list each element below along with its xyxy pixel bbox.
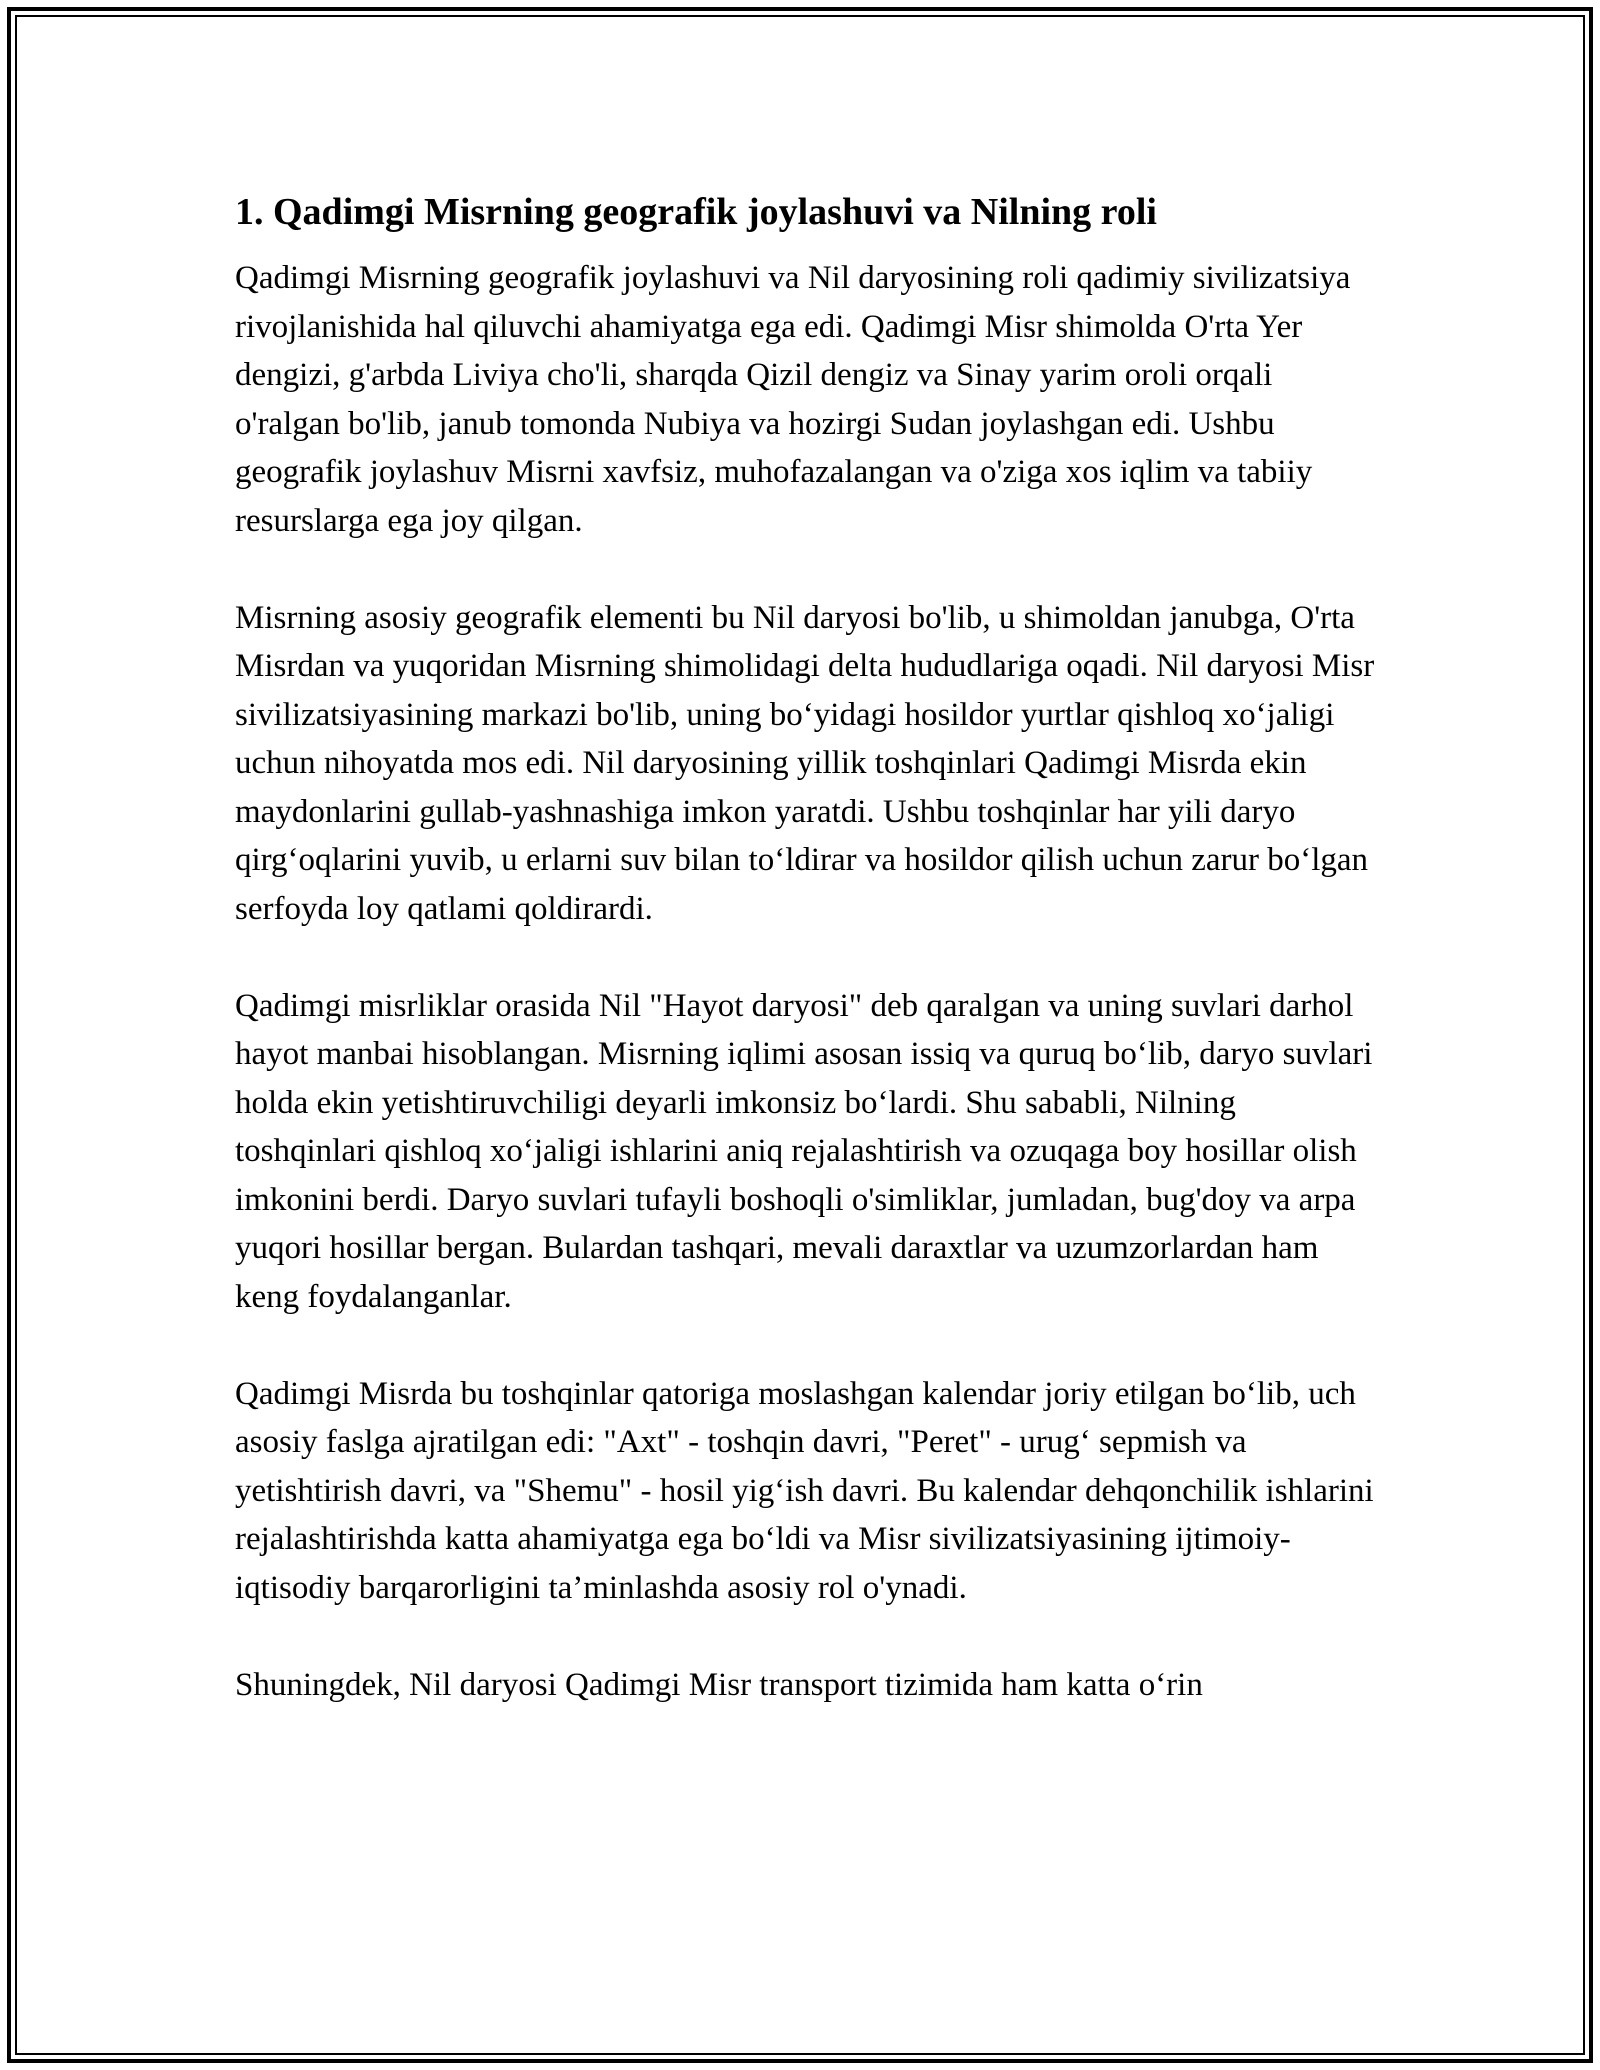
section-heading: 1. Qadimgi Misrning geografik joylashuvi va Nilning roli <box>235 191 1157 233</box>
paragraph-5: Shuningdek, Nil daryosi Qadimgi Misr transport tizimida ham katta o‘rin <box>235 1666 1203 1703</box>
paragraph-3: Qadimgi misrliklar orasida Nil "Hayot daryosi" deb qaralgan va uning suvlari darhol hayot manbai hisoblangan. Misrning iqlimi asosan issiq va quruq bo‘lib, daryo suvlari holda ekin yetishtiruvchiligi deyarli imkonsiz bo‘lardi. Shu sababli, Nilning toshqinlari qishloq xo‘jaligi ishlarini aniq rejalashtirish va ozuqaga boy hosillar olish imkonini berdi. Daryo suvlari tufayli boshoqli o'simliklar, jumladan, bug'doy va arpa yuqori hosillar bergan. Bulardan tashqari, mevali daraxtlar va uzumzorlardan ham keng foydalanganlar. <box>235 987 1373 1315</box>
paragraph-4: Qadimgi Misrda bu toshqinlar qatoriga moslashgan kalendar joriy etilgan bo‘lib, uch asosiy faslga ajratilgan edi: "Axt" - toshqin davri, "Peret" - urug‘ sepmish va yetishtirish davri, va "Shemu" - hosil yig‘ish davri. Bu kalendar dehqonchilik ishlarini rejalashtirishda katta ahamiyatga ega bo‘ldi va Misr sivilizatsiyasining ijtimoiy-iqtisodiy barqarorligini ta’minlashda asosiy rol o'ynadi. <box>235 1375 1374 1606</box>
document-body <box>235 186 1375 1758</box>
paragraph-2: Misrning asosiy geografik elementi bu Nil daryosi bo'lib, u shimoldan janubga, O'rta Misrdan va yuqoridan Misrning shimolidagi delta hududlariga oqadi. Nil daryosi Misr sivilizatsiyasining markazi bo'lib, uning bo‘yidagi hosildor yurtlar qishloq xo‘jaligi uchun nihoyatda mos edi. Nil daryosining yillik toshqinlari Qadimgi Misrda ekin maydonlarini gullab-yashnashiga imkon yaratdi. Ushbu toshqinlar har yili daryo qirg‘oqlarini yuvib, u erlarni suv bilan to‘ldirar va hosildor qilish uchun zarur bo‘lgan serfoyda loy qatlami qoldirardi. <box>235 599 1375 927</box>
paragraph-1: Qadimgi Misrning geografik joylashuvi va Nil daryosining roli qadimiy sivilizatsiya rivojlanishida hal qiluvchi ahamiyatga ega edi. Qadimgi Misr shimolda O'rta Yer dengizi, g'arbda Liviya cho'li, sharqda Qizil dengiz va Sinay yarim oroli orqali o'ralgan bo'lib, janub tomonda Nubiya va hozirgi Sudan joylashgan edi. Ushbu geografik joylashuv Misrni xavfsiz, muhofazalangan va o'ziga xos iqlim va tabiiy resurslarga ega joy qilgan. <box>235 260 1351 539</box>
